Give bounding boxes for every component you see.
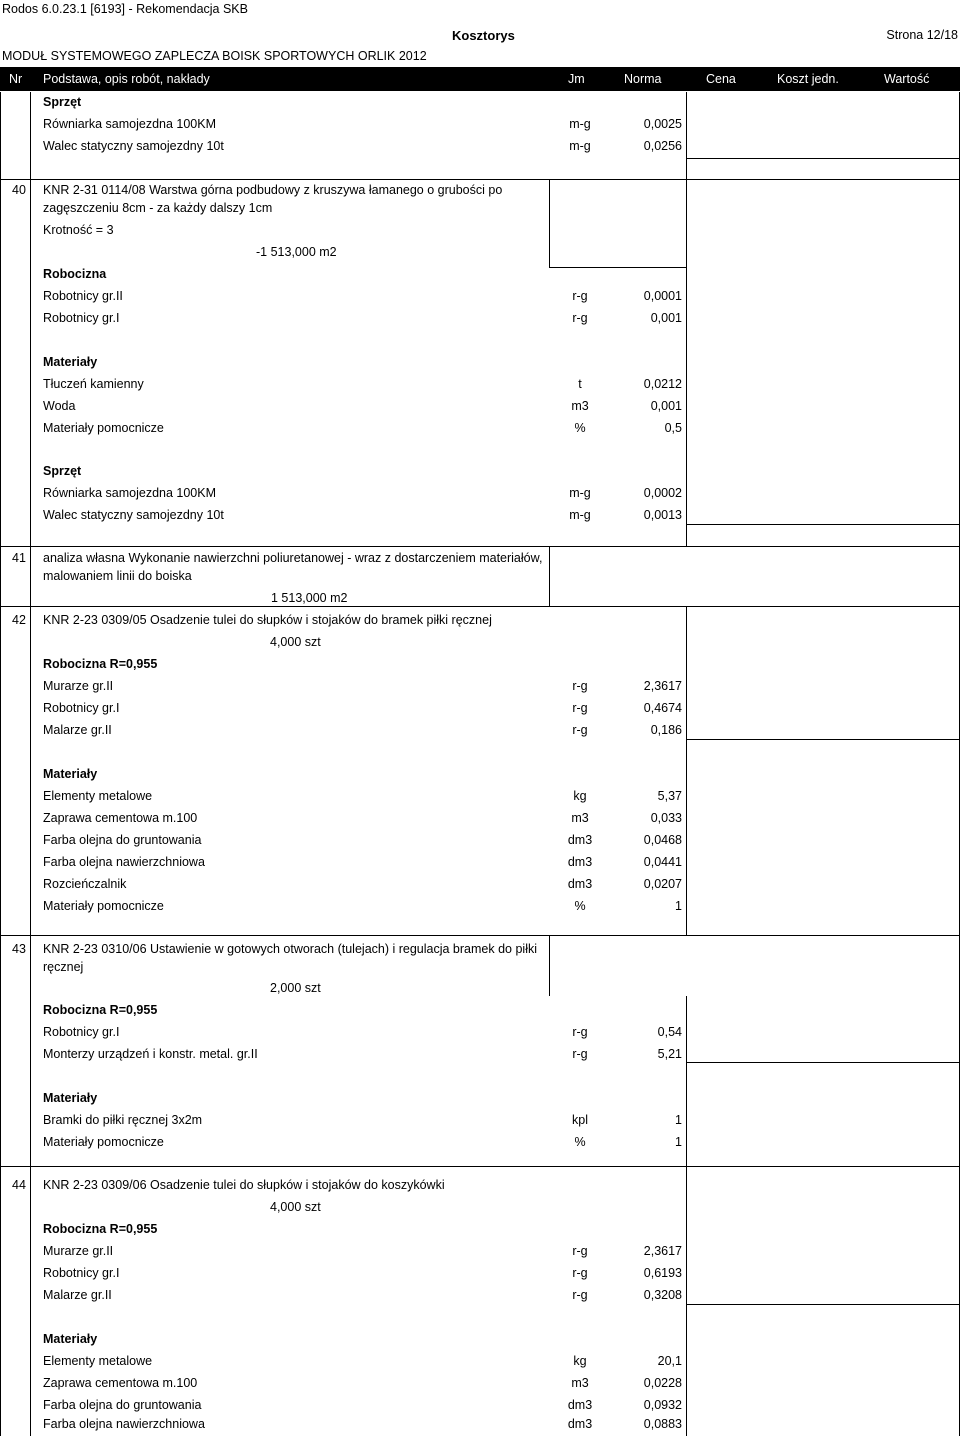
position-description: KNR 2-31 0114/08 Warstwa górna podbudowy z kruszywa łamanego o grubości po [43, 183, 503, 197]
section-label: Robocizna R=0,955 [43, 1222, 158, 1236]
position-separator [0, 1166, 960, 1167]
table-row [0, 1022, 960, 1044]
unit: m-g [569, 486, 591, 500]
section-header [0, 1219, 960, 1241]
position-separator [0, 546, 960, 547]
unit: r-g [572, 311, 588, 325]
unit: m-g [569, 139, 591, 153]
quantity-row [0, 588, 960, 610]
section-label: Materiały [43, 1332, 98, 1346]
quantity: 4,000 szt [270, 635, 321, 649]
unit: m3 [571, 399, 589, 413]
resource-name: Zaprawa cementowa m.100 [43, 1376, 198, 1390]
page-number: Strona 12/18 [886, 28, 958, 42]
table-row [0, 1285, 960, 1307]
unit: dm3 [567, 877, 593, 891]
norm-value: 0,0932 [643, 1398, 682, 1412]
unit: kpl [572, 1113, 588, 1127]
unit: dm3 [567, 855, 593, 869]
table-row [0, 1414, 960, 1436]
norm-value: 0,4674 [643, 701, 682, 715]
unit: m-g [569, 117, 591, 131]
unit: r-g [572, 1244, 588, 1258]
table-row [0, 676, 960, 698]
section-header [0, 1329, 960, 1351]
table-row [0, 896, 960, 918]
resource-name: Robotnicy gr.I [43, 1025, 120, 1039]
resource-name: Robotnicy gr.I [43, 701, 120, 715]
resource-name: Monterzy urządzeń i konstr. metal. gr.II [43, 1047, 258, 1061]
unit: r-g [572, 1047, 588, 1061]
norm-value: 0,001 [650, 399, 682, 413]
resource-name: Malarze gr.II [43, 1288, 112, 1302]
unit: t [578, 377, 582, 391]
resource-name: Materiały pomocnicze [43, 1135, 164, 1149]
unit: dm3 [567, 833, 593, 847]
norm-value: 0,6193 [643, 1266, 682, 1280]
unit: kg [573, 1354, 587, 1368]
norm-value: 0,0002 [643, 486, 682, 500]
section-label: Robocizna R=0,955 [43, 657, 158, 671]
position-description: KNR 2-23 0310/06 Ustawienie w gotowych otworach (tulejach) i regulacja bramek do piłki [43, 942, 537, 956]
col-cena: Cena [706, 72, 736, 86]
norm-value: 0,0441 [643, 855, 682, 869]
norm-value: 0,0256 [643, 139, 682, 153]
norm-value: 0,0228 [643, 1376, 682, 1390]
section-label: Materiały [43, 767, 98, 781]
norm-value: 2,3617 [643, 679, 682, 693]
norm-value: 0,0013 [643, 508, 682, 522]
unit: % [574, 1135, 586, 1149]
page-header [0, 0, 960, 92]
col-jm: Jm [568, 72, 585, 86]
resource-name: Bramki do piłki ręcznej 3x2m [43, 1113, 203, 1127]
resource-name: Zaprawa cementowa m.100 [43, 811, 198, 825]
position-number: 40 [12, 183, 26, 197]
table-row [0, 286, 960, 308]
position-description: KNR 2-23 0309/06 Osadzenie tulei do słupków i stojaków do koszykówki [43, 1178, 445, 1192]
multiplier-row [0, 220, 960, 242]
norm-value: 1 [675, 1113, 682, 1127]
resource-name: Farba olejna do gruntowania [43, 833, 202, 847]
quantity: 1 513,000 m2 [271, 591, 348, 605]
position-description-cont: malowaniem linii do boiska [43, 569, 192, 583]
document-type: Kosztorys [452, 28, 515, 43]
norm-value: 0,0468 [643, 833, 682, 847]
quantity-row [0, 632, 960, 654]
table-row [0, 698, 960, 720]
position-number: 43 [12, 942, 26, 956]
resource-name: Równiarka samojezdna 100KM [43, 117, 217, 131]
resource-name: Woda [43, 399, 76, 413]
unit: r-g [572, 1288, 588, 1302]
quantity: 4,000 szt [270, 1200, 321, 1214]
position-description: KNR 2-23 0309/05 Osadzenie tulei do słupków i stojaków do bramek piłki ręcznej [43, 613, 492, 627]
module-title: MODUŁ SYSTEMOWEGO ZAPLECZA BOISK SPORTOWYCH ORLIK 2012 [2, 49, 427, 63]
norm-value: 0,001 [650, 311, 682, 325]
table-row [0, 1351, 960, 1373]
unit: r-g [572, 1025, 588, 1039]
norm-value: 1 [675, 1135, 682, 1149]
table-row [0, 786, 960, 808]
quantity-row [0, 1197, 960, 1219]
resource-name: Walec statyczny samojezdny 10t [43, 139, 224, 153]
position-description: analiza własna Wykonanie nawierzchni poliuretanowej - wraz z dostarczeniem materiałów, [43, 551, 543, 565]
col-norma: Norma [624, 72, 662, 86]
table-row [0, 852, 960, 874]
section-label: Robocizna R=0,955 [43, 1003, 158, 1017]
norm-value: 0,186 [650, 723, 682, 737]
section-header [0, 1000, 960, 1022]
resource-name: Tłuczeń kamienny [43, 377, 144, 391]
section-header [0, 654, 960, 676]
section-label: Robocizna [43, 267, 107, 281]
unit: m3 [571, 1376, 589, 1390]
resource-name: Elementy metalowe [43, 1354, 153, 1368]
resource-name: Robotnicy gr.I [43, 1266, 120, 1280]
resource-name: Farba olejna do gruntowania [43, 1398, 202, 1412]
table-row [0, 1373, 960, 1395]
position-row [0, 198, 960, 220]
resource-name: Farba olejna nawierzchniowa [43, 855, 205, 869]
resource-name: Rozcieńczalnik [43, 877, 127, 891]
table-row [0, 136, 960, 158]
resource-name: Murarze gr.II [43, 1244, 114, 1258]
section-label: Sprzęt [43, 95, 82, 109]
table-row [0, 1241, 960, 1263]
resource-name: Robotnicy gr.I [43, 311, 120, 325]
section-label: Sprzęt [43, 464, 82, 478]
quantity-row [0, 978, 960, 1000]
position-row [0, 566, 960, 588]
section-header [0, 764, 960, 786]
resource-name: Walec statyczny samojezdny 10t [43, 508, 224, 522]
table-row [0, 374, 960, 396]
position-row [0, 1175, 960, 1197]
norm-value: 5,37 [657, 789, 682, 803]
table-row [0, 874, 960, 896]
table-row [0, 1044, 960, 1066]
table-row [0, 483, 960, 505]
table-row [0, 720, 960, 742]
section-label: Materiały [43, 1091, 98, 1105]
norm-value: 0,0207 [643, 877, 682, 891]
unit: r-g [572, 701, 588, 715]
position-number: 44 [12, 1178, 26, 1192]
resource-name: Równiarka samojezdna 100KM [43, 486, 217, 500]
norm-value: 20,1 [657, 1354, 682, 1368]
unit: r-g [572, 723, 588, 737]
unit: % [574, 899, 586, 913]
price-box-line [686, 158, 960, 159]
quantity-row [0, 242, 960, 264]
col-wartosc: Wartość [884, 72, 930, 86]
table-row [0, 308, 960, 330]
norm-value: 0,0212 [643, 377, 682, 391]
unit: r-g [572, 1266, 588, 1280]
table-row [0, 114, 960, 136]
table-row [0, 1132, 960, 1154]
resource-name: Robotnicy gr.II [43, 289, 123, 303]
section-label: Materiały [43, 355, 98, 369]
resource-name: Malarze gr.II [43, 723, 112, 737]
table-row [0, 396, 960, 418]
table-row [0, 505, 960, 527]
norm-value: 0,5 [664, 421, 682, 435]
table-row [0, 830, 960, 852]
norm-value: 0,0001 [643, 289, 682, 303]
norm-value: 0,033 [650, 811, 682, 825]
column-header-bar [0, 67, 960, 91]
position-number: 42 [12, 613, 26, 627]
col-desc: Podstawa, opis robót, nakłady [43, 72, 210, 86]
app-title: Rodos 6.0.23.1 [6193] - Rekomendacja SKB [2, 2, 248, 16]
unit: r-g [572, 679, 588, 693]
position-row [0, 610, 960, 632]
resource-name: Materiały pomocnicze [43, 899, 164, 913]
norm-value: 0,3208 [643, 1288, 682, 1302]
quantity: -1 513,000 m2 [256, 245, 337, 259]
table-row [0, 418, 960, 440]
resource-name: Murarze gr.II [43, 679, 114, 693]
section-header [0, 352, 960, 374]
resource-name: Materiały pomocnicze [43, 421, 164, 435]
resource-name: Elementy metalowe [43, 789, 153, 803]
unit: dm3 [567, 1398, 593, 1412]
unit: m3 [571, 811, 589, 825]
resource-name: Farba olejna nawierzchniowa [43, 1417, 205, 1431]
table-row [0, 1263, 960, 1285]
unit: % [574, 421, 586, 435]
norm-value: 0,0025 [643, 117, 682, 131]
norm-value: 5,21 [657, 1047, 682, 1061]
section-header [0, 461, 960, 483]
quantity: 2,000 szt [270, 981, 321, 995]
table-row [0, 808, 960, 830]
section-header [0, 1088, 960, 1110]
unit: r-g [572, 289, 588, 303]
unit: dm3 [567, 1417, 593, 1431]
multiplier: Krotność = 3 [43, 223, 114, 237]
position-description-cont: zagęszczeniu 8cm - za każdy dalszy 1cm [43, 201, 273, 215]
position-separator [0, 935, 960, 936]
section-header [0, 264, 960, 286]
section-header [0, 92, 960, 114]
col-nr: Nr [9, 72, 23, 86]
unit: m-g [569, 508, 591, 522]
unit: kg [573, 789, 587, 803]
position-number: 41 [12, 551, 26, 565]
norm-value: 1 [675, 899, 682, 913]
col-koszt: Koszt jedn. [777, 72, 839, 86]
norm-value: 0,54 [657, 1025, 682, 1039]
position-description-cont: ręcznej [43, 960, 84, 974]
norm-value: 2,3617 [643, 1244, 682, 1258]
norm-value: 0,0883 [643, 1417, 682, 1431]
position-row [0, 957, 960, 979]
table-row [0, 1110, 960, 1132]
